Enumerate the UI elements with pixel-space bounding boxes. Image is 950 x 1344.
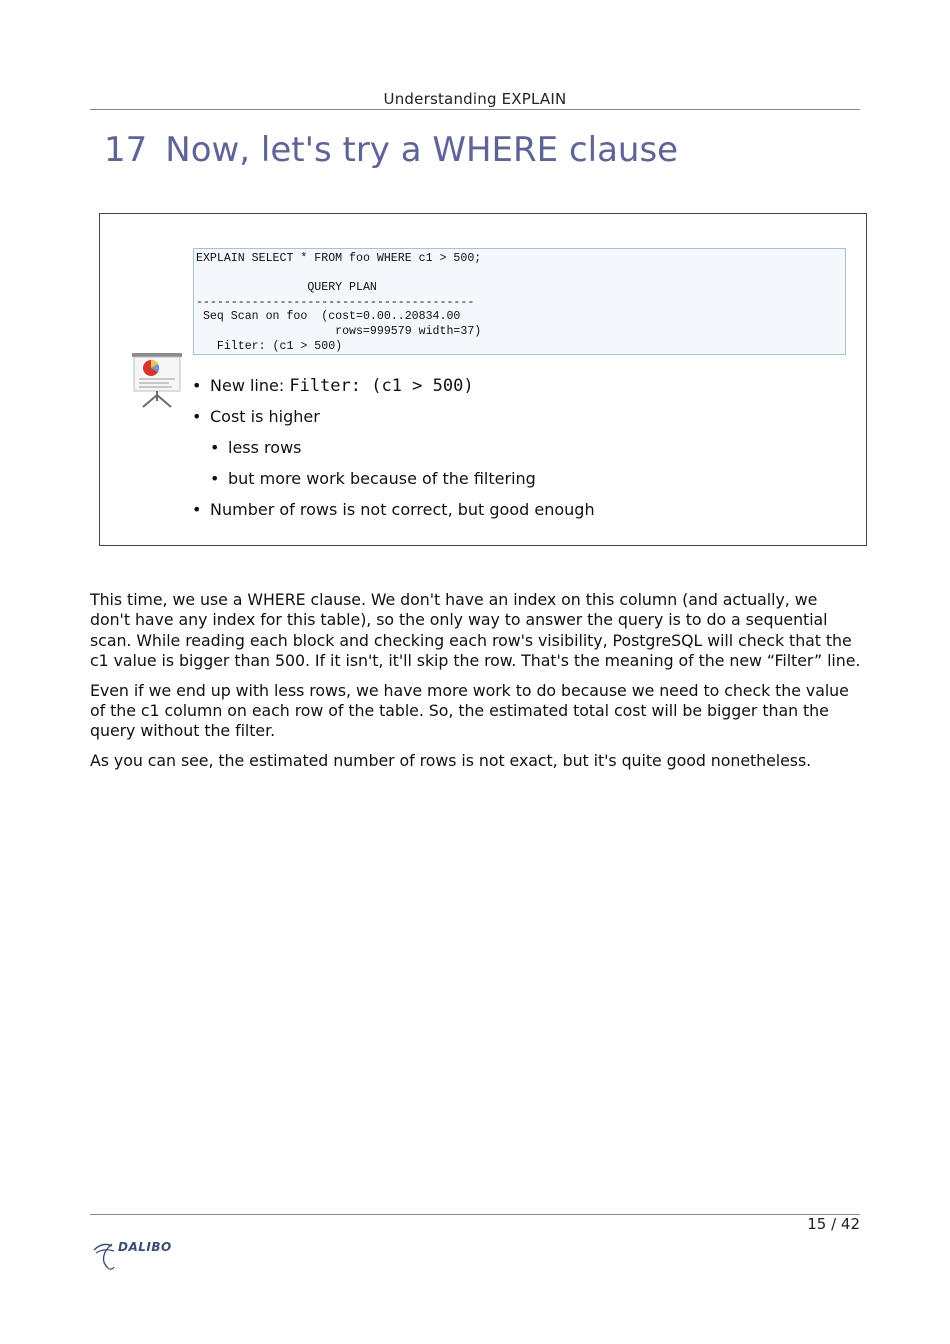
bullet-rows-estimate: • Number of rows is not correct, but good enough	[192, 500, 832, 520]
running-header: Understanding EXPLAIN	[90, 90, 860, 110]
body-text	[90, 590, 862, 781]
section-title-text: Now, let's try a WHERE clause	[165, 130, 679, 170]
presentation-board-icon	[131, 351, 183, 409]
bullet-more-work: • but more work because of the filtering	[210, 469, 832, 489]
dalibo-logo-text: DALIBO	[118, 1240, 172, 1254]
page-number: 15 / 42	[807, 1215, 860, 1233]
paragraph: As you can see, the estimated number of rows is not exact, but it's quite good nonetheless.	[90, 751, 812, 771]
code-block: EXPLAIN SELECT * FROM foo WHERE c1 > 500; QUERY PLAN ---------------------------------------- Seq Scan on foo (cost=0.00..20834.00 rows=999579 width=37) Filter: (c1 > 500)	[193, 248, 846, 355]
bullet-cost-higher: • Cost is higher	[192, 407, 832, 427]
paragraph: Even if we end up with less rows, we have more work to do because we need to check the value of the c1 column on each row of the table. So, the estimated total cost will be bigger than the query without the filter.	[90, 680, 849, 741]
bullet-list	[192, 376, 832, 520]
filter-code: Filter: (c1 > 500)	[289, 376, 474, 396]
bullet-less-rows: • less rows	[210, 438, 832, 458]
slide-box	[99, 213, 867, 546]
section-title	[104, 130, 678, 170]
section-number: 17	[104, 130, 148, 170]
bullet-new-line	[192, 376, 832, 396]
bullet-new-line-prefix: New line:	[210, 376, 285, 395]
footer-rule	[90, 1214, 860, 1215]
paragraph: This time, we use a WHERE clause. We don't have an index on this column (and actually, we don't have any index for this table), so the only way to answer the query is to do a sequential scan. While reading each block and checking each row's visibility, PostgreSQL will check that the c1 value is bigger than 500. If it isn't, it'll skip the row. That's the meaning of the new “Filter” line.	[90, 590, 861, 670]
